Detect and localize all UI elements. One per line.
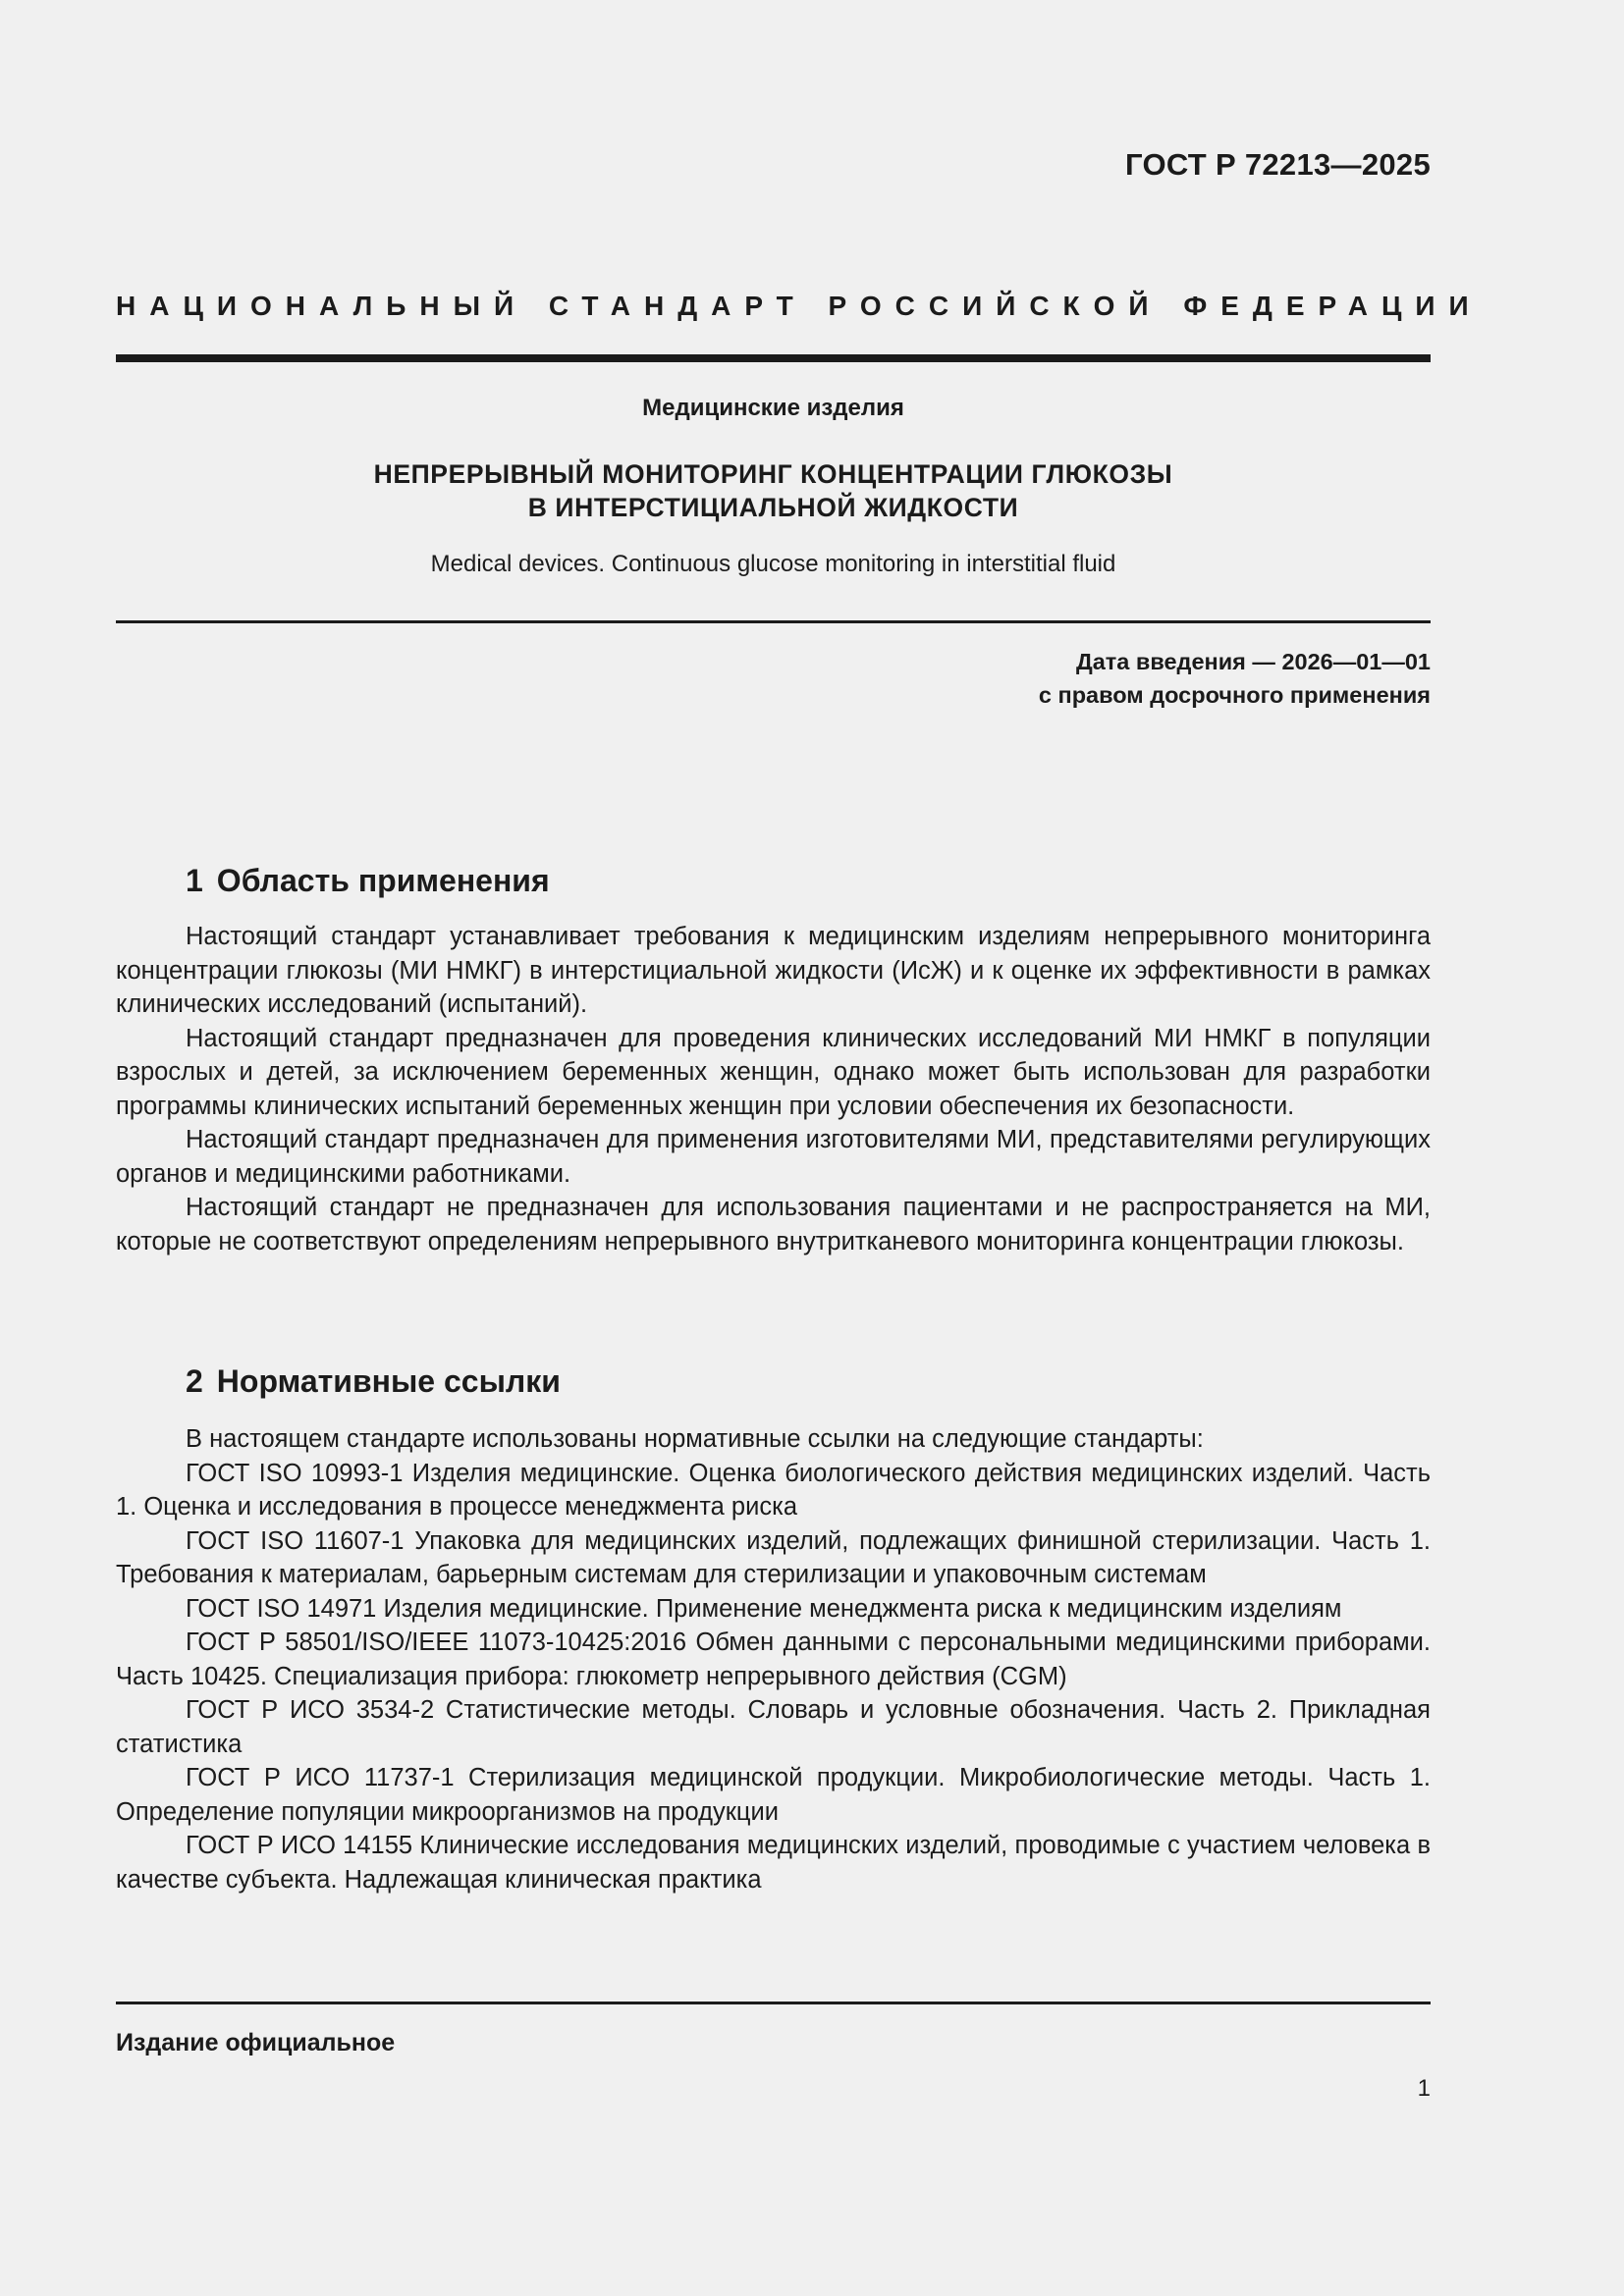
reference-item: ГОСТ ISO 11607-1 Упаковка для медицинских изделий, подлежащих финишной стерилизации. Часть 1. Требования к материалам, барьерным системам для стерилизации и упаковочным системам xyxy=(116,1526,1431,1588)
official-edition-label: Издание официальное xyxy=(116,2029,396,2056)
section-1-paragraph: Настоящий стандарт не предназначен для использования пациентами и не распространяется на МИ, которые не соответствуют определениям непрерывного внутритканевого мониторинга концентрации глюкозы. xyxy=(116,1194,1431,1255)
section-1-number: 1 xyxy=(186,863,203,898)
early-application-note: с правом досрочного применения xyxy=(1038,682,1431,708)
reference-item: ГОСТ Р ИСО 14155 Клинические исследования медицинских изделий, проводимые с участием человека в качестве субъекта. Надлежащая клиническая практика xyxy=(116,1832,1431,1894)
header-divider xyxy=(116,354,1431,362)
document-code: ГОСТ Р 72213—2025 xyxy=(1125,147,1431,182)
reference-item: ГОСТ Р 58501/ISO/IEEE 11073-10425:2016 Обмен данными с персональными медицинскими приборами. Часть 10425. Специализация прибора: глюкометр непрерывного действия (CGM) xyxy=(116,1629,1431,1690)
title-divider xyxy=(116,620,1431,623)
page-number: 1 xyxy=(1417,2075,1431,2102)
standard-category: Медицинские изделия xyxy=(642,395,904,421)
section-2-heading xyxy=(186,1363,561,1400)
standard-title xyxy=(116,457,1431,524)
reference-item: ГОСТ Р ИСО 11737-1 Стерилизация медицинской продукции. Микробиологические методы. Часть 1. Определение популяции микроорганизмов на продукции xyxy=(116,1764,1431,1826)
section-2-title: Нормативные ссылки xyxy=(216,1363,561,1399)
section-1-paragraph: Настоящий стандарт предназначен для проведения клинических исследований МИ НМКГ в популяции взрослых и детей, за исключением беременных женщин, однако может быть использован для разработки программы клинических испытаний беременных женщин при условии обеспечения их безопасности. xyxy=(116,1024,1431,1120)
footer-divider xyxy=(116,2002,1431,2004)
introduction-date: Дата введения — 2026—01—01 xyxy=(1075,649,1431,674)
section-2-body xyxy=(116,1422,1431,1896)
section-2-number: 2 xyxy=(186,1363,203,1399)
national-standard-title: НАЦИОНАЛЬНЫЙ СТАНДАРТ РОССИЙСКОЙ ФЕДЕРАЦИИ xyxy=(116,291,1483,321)
reference-item: ГОСТ ISO 10993-1 Изделия медицинские. Оценка биологического действия медицинских изделий. Часть 1. Оценка и исследования в процессе менеджмента риска xyxy=(116,1459,1431,1521)
section-1-paragraph: Настоящий стандарт устанавливает требования к медицинским изделиям непрерывного мониторинга концентрации глюкозы (МИ НМКГ) в интерстициальной жидкости (ИсЖ) и к оценке их эффективности в рамках клинических исследований (испытаний). xyxy=(116,923,1431,1018)
introduction-date-block xyxy=(1039,645,1431,712)
english-title: Medical devices. Continuous glucose monitoring in interstitial fluid xyxy=(430,551,1116,577)
standard-title-line-1: НЕПРЕРЫВНЫЙ МОНИТОРИНГ КОНЦЕНТРАЦИИ ГЛЮКОЗЫ xyxy=(373,459,1173,489)
section-1-body xyxy=(116,920,1431,1258)
section-2-intro: В настоящем стандарте использованы нормативные ссылки на следующие стандарты: xyxy=(186,1425,1204,1453)
section-1-heading xyxy=(186,863,550,899)
section-1-title: Область применения xyxy=(216,863,550,898)
reference-item: ГОСТ Р ИСО 3534-2 Статистические методы. Словарь и условные обозначения. Часть 2. Прикладная статистика xyxy=(116,1696,1431,1758)
reference-item: ГОСТ ISO 14971 Изделия медицинские. Применение менеджмента риска к медицинским изделиям xyxy=(186,1594,1342,1623)
standard-title-line-2: В ИНТЕРСТИЦИАЛЬНОЙ ЖИДКОСТИ xyxy=(527,493,1019,522)
section-1-paragraph: Настоящий стандарт предназначен для применения изготовителями МИ, представителями регулирующих органов и медицинскими работниками. xyxy=(116,1126,1431,1188)
